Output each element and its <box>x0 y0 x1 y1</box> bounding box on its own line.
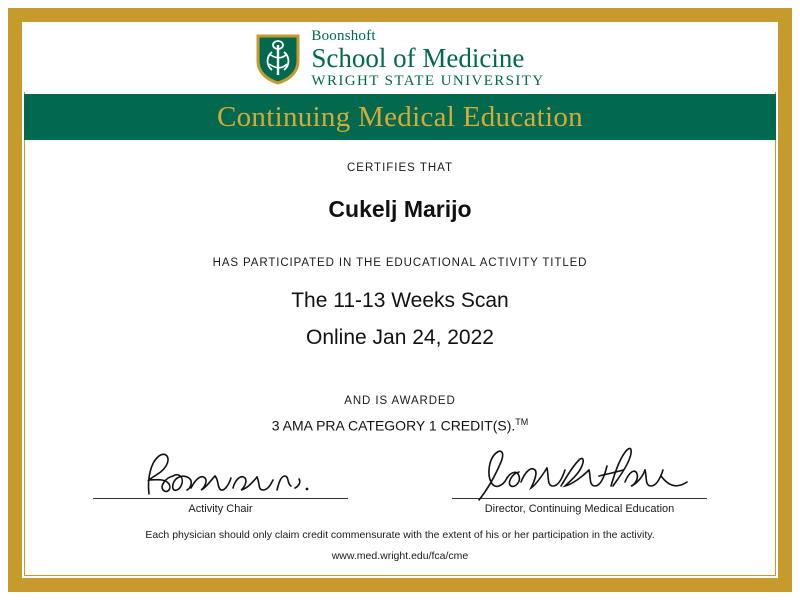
certificate-header <box>24 24 776 92</box>
certificate-content <box>24 24 776 576</box>
certifies-label: CERTIFIES THAT <box>346 162 453 174</box>
wordmark-line-university: WRIGHT STATE UNIVERSITY <box>311 73 545 89</box>
signature-label-director: Director, Continuing Medical Education <box>484 503 675 515</box>
participated-label: HAS PARTICIPATED IN THE EDUCATIONAL ACTIVITY TITLED <box>212 257 588 269</box>
activity-date: Online Jan 24, 2022 <box>306 326 494 349</box>
trademark-symbol: TM <box>515 417 529 427</box>
footer-disclaimer: Each physician should only claim credit commensurate with the extent of his or her participation in the activity. <box>145 529 655 541</box>
credits-text: 3 AMA PRA CATEGORY 1 CREDIT(S). <box>271 417 516 434</box>
certificate-body <box>24 140 776 434</box>
institution-wordmark <box>311 29 544 89</box>
footer-url[interactable]: www.med.wright.edu/fca/cme <box>331 550 469 562</box>
credits-awarded <box>24 417 776 434</box>
signature-block-activity-chair <box>93 444 348 515</box>
signature-label-activity-chair: Activity Chair <box>188 503 253 515</box>
wordmark-line-school: School of Medicine <box>311 43 525 73</box>
program-banner-title: Continuing Medical Education <box>216 100 583 133</box>
recipient-name: Cukelj Marijo <box>328 196 472 222</box>
institution-logo <box>255 29 544 89</box>
activity-title: The 11-13 Weeks Scan <box>291 289 509 312</box>
signature-block-director <box>452 444 707 515</box>
certificate-footer <box>24 529 776 562</box>
awarded-label: AND IS AWARDED <box>344 395 456 407</box>
program-banner <box>24 94 776 140</box>
shield-caduceus-logo-icon <box>255 33 301 85</box>
wordmark-line-boonshoft: Boonshoft <box>311 28 376 44</box>
signature-area <box>24 444 776 515</box>
handwritten-signature-director-cme-icon <box>452 444 707 498</box>
handwritten-signature-activity-chair-icon <box>93 444 348 498</box>
